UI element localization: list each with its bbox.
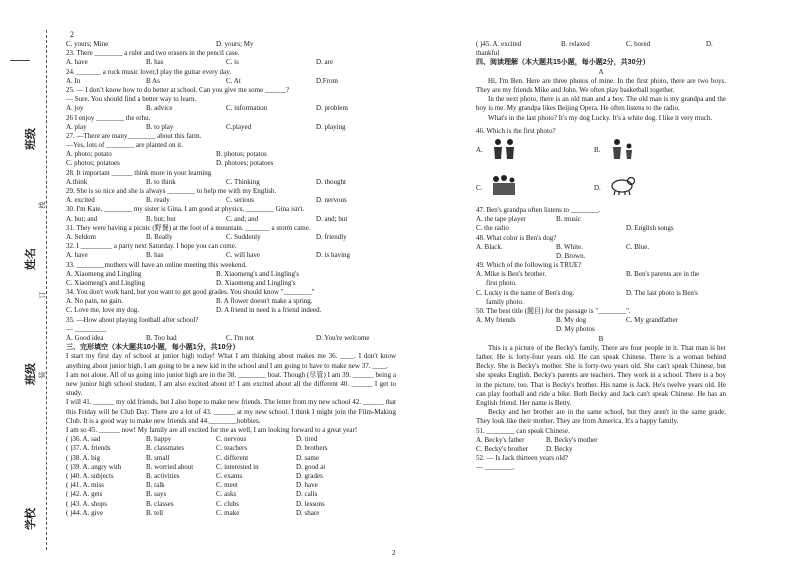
name-label: 姓名 bbox=[25, 248, 37, 270]
option: B. A flower doesn't make a spring. bbox=[216, 297, 313, 306]
option: B. to think bbox=[146, 177, 176, 186]
q45-c: C. bored bbox=[626, 40, 651, 48]
option: C. information bbox=[226, 104, 268, 113]
option: C. nervous bbox=[216, 435, 247, 444]
question-line: 34. You don't work hard, but you want to get good grades. You should know "________" bbox=[66, 288, 315, 297]
photo-options bbox=[476, 136, 726, 206]
class-label-2: 班级 bbox=[25, 363, 37, 385]
option: B. happy bbox=[146, 435, 172, 444]
question-47: 47. Ben's grandpa often listens to ________. bbox=[476, 205, 601, 214]
blank-line bbox=[10, 60, 30, 61]
option: ( )42. A. gets bbox=[66, 490, 103, 499]
option: C. Thinking bbox=[226, 177, 260, 186]
option: ( )43. A. shops bbox=[66, 499, 108, 508]
option: B. activities bbox=[146, 471, 180, 480]
question-line: — _________ bbox=[66, 324, 107, 333]
options-row bbox=[66, 270, 396, 279]
question-45 bbox=[476, 40, 726, 49]
option: ( )44. A. give bbox=[66, 508, 104, 517]
option: B. talk bbox=[146, 481, 165, 490]
option: B. Ben's parents are in the bbox=[626, 270, 700, 279]
option: D. brothers bbox=[296, 444, 328, 453]
option: B. to play bbox=[146, 122, 174, 131]
passage-paragraph: I am so 45. ______ now! My family are all excited for me as well, I am looking forward to a great year! bbox=[66, 426, 358, 434]
question-line: 23. There ________ a ruler and two erasers in the pencil case. bbox=[66, 49, 240, 58]
option: D. thought bbox=[316, 177, 346, 186]
option: family photo. bbox=[486, 297, 524, 306]
option: ( )40. A. subjects bbox=[66, 471, 114, 480]
question-line: —Yes, lots of ________ are planted on it. bbox=[66, 141, 183, 150]
option: B. says bbox=[146, 490, 167, 499]
q49-option-row bbox=[476, 279, 726, 288]
question-48: 48. What color is Ben's dog? bbox=[476, 233, 557, 242]
option: D. good at bbox=[296, 462, 326, 471]
q45-a: ( )45. A. excited bbox=[476, 40, 522, 48]
question-line: 29. She is so nice and she is always ________ to help me with my English. bbox=[66, 187, 277, 195]
question-line: 27. —There are many________ about this farm. bbox=[66, 131, 202, 140]
options-row bbox=[66, 40, 396, 49]
option: B. classmates bbox=[146, 444, 185, 453]
cloze-options bbox=[66, 435, 396, 518]
q50-options: A. My friends B. My dog C. My grandfather bbox=[476, 316, 678, 325]
option: C. Lucky is the name of Ben's dog. bbox=[476, 288, 575, 297]
cloze-section-title: 三、完形填空（本大题共10小题，每小题1分，共10分） bbox=[66, 344, 240, 352]
option: B. has bbox=[146, 251, 164, 260]
option: D. The last photo is Ben's bbox=[626, 288, 698, 297]
two-boys-icon bbox=[490, 138, 518, 160]
q49-option-row bbox=[476, 289, 726, 298]
option: D. have bbox=[296, 481, 318, 490]
option: C. exams bbox=[216, 471, 243, 480]
passage-paragraph: This is a picture of the Becky's family. There are four people in it. That man is her father. He is forty-four years old. He can speak Chinese. There is a woman behind Becky. She is Becky's mother. She is forty-two years old. She can't speak Chinese, but she speaks English. Becky's parents are teachers. They work in a school. There is a boy in the picture, too. That is Becky's brother. His name is Jack. He's twelve years old. He can play football and ride a bike. Both Becky and Jack can't speak Chinese. He has an English friend. Her name is Betty. bbox=[476, 343, 726, 407]
option: B. Xiaomeng's and Lingling's bbox=[216, 269, 300, 278]
option: B. advice bbox=[146, 104, 173, 113]
option-c-picture: C. bbox=[476, 184, 482, 193]
footer-page-number: 2 bbox=[392, 549, 396, 557]
option: C. At bbox=[226, 76, 241, 85]
page-number: 2 bbox=[70, 30, 74, 39]
option: D. Xiaomeng and Lingling's bbox=[216, 278, 296, 287]
option: B. but; but bbox=[146, 214, 176, 223]
option: C. make bbox=[216, 508, 240, 517]
option: D. grades bbox=[296, 471, 323, 480]
options-row bbox=[66, 215, 396, 224]
passage-paragraph: I will 41. ______ my old friends, but I also hope to make new friends. The letter from my new school 42. ______ that this Friday will be Club Day. There are a lot of 43. ______ at my new school. I think I might join the Film-Making Club. It is a good way to make new friends and 44.________hobbies. bbox=[66, 398, 396, 425]
cloze-option-row bbox=[66, 435, 396, 444]
option: D. tired bbox=[296, 435, 318, 444]
option: C. I'm not bbox=[226, 334, 254, 342]
option: ( )36. A. sad bbox=[66, 435, 101, 444]
passage-b bbox=[476, 344, 726, 427]
option: A. but; and bbox=[66, 214, 98, 223]
option: C. clubs bbox=[216, 499, 239, 508]
option: A.think bbox=[66, 177, 88, 186]
option: ( )39. A. angry with bbox=[66, 462, 122, 471]
option-a-picture: A. bbox=[476, 146, 483, 155]
q52-answer-blank: — ________. bbox=[476, 463, 515, 472]
q45-d: D. bbox=[706, 40, 713, 48]
passage-paragraph: In the next photo, there is an old man and a boy. The old man is my grandpa and the boy is me. My grandpa likes Beijing Opera. He often listens to the radio. bbox=[476, 95, 726, 113]
school-label: 学校 bbox=[25, 508, 37, 530]
question-line: 30. I'm Kate, ________ my sister is Gina. I am good at physics, ________ Gina isn't. bbox=[66, 205, 305, 214]
option: A. joy bbox=[66, 104, 84, 113]
question-51: 51. ________ can speak Chinese. bbox=[476, 426, 570, 435]
option: A. have bbox=[66, 251, 88, 260]
cloze-option-row bbox=[66, 500, 396, 509]
q45-continued: thankful bbox=[476, 49, 500, 58]
option: D. nervous bbox=[316, 196, 347, 205]
option: D. friendly bbox=[316, 232, 347, 241]
option: C. Suddenly bbox=[226, 232, 261, 241]
question-line: 31. They were having a picnic (野餐) at the foot of a mountain. _______ a storm came. bbox=[66, 223, 311, 232]
option: first photo. bbox=[486, 279, 517, 288]
q49-options bbox=[476, 270, 726, 307]
option: D. is having bbox=[316, 251, 351, 260]
option: C. Xiaomeng's and Lingling bbox=[66, 278, 146, 287]
passage-paragraph: Becky and her brother are in the same school, but they aren't in the same grade. They look like their mother. They are from America. It's a happy family. bbox=[476, 408, 726, 426]
options-row bbox=[66, 150, 396, 159]
q47-options-row-2: C. the radio D. English songs bbox=[476, 224, 674, 233]
q48-option-d: D. Brown. bbox=[556, 251, 586, 260]
line-mark: 线 bbox=[38, 201, 47, 209]
question-line: — Sure. You should find a better way to learn. bbox=[66, 95, 197, 104]
option-d-picture: D. bbox=[594, 184, 601, 193]
option: D. calls bbox=[296, 490, 318, 499]
question-line: 26 I enjoy ________ the erhu. bbox=[66, 113, 151, 122]
passage-paragraph: Hi, I'm Ben. Here are three photos of mine. In the first photo, there are two boys. They are my friends Mike and John. We often play basketball together. bbox=[476, 76, 726, 94]
question-46: 46. Which is the first photo? bbox=[476, 126, 556, 135]
option: D. share bbox=[296, 508, 320, 517]
option: B. ready bbox=[146, 196, 170, 205]
options-row bbox=[66, 306, 396, 315]
q47-options-row-1: A. the tape player B. music bbox=[476, 215, 581, 224]
option: D. lessons bbox=[296, 499, 325, 508]
option: ( )38. A. big bbox=[66, 453, 101, 462]
question-50: 50. The best title (题目) for the passage is "________". bbox=[476, 307, 631, 316]
question-line: 28. It important ______ think more in your learning bbox=[66, 168, 212, 177]
option: D. playing bbox=[316, 122, 346, 131]
option: D. You're welcome bbox=[316, 334, 370, 342]
option: D.From bbox=[316, 76, 338, 85]
cloze-option-row bbox=[66, 509, 396, 518]
option: A. excited bbox=[66, 196, 95, 205]
option: A. have bbox=[66, 58, 88, 67]
options-row bbox=[66, 159, 396, 168]
q49-option-row bbox=[476, 298, 726, 307]
options-row bbox=[66, 178, 396, 187]
option: B. Too bad bbox=[146, 334, 177, 342]
option: ( )41. A. miss bbox=[66, 481, 104, 490]
option: C. meet bbox=[216, 481, 238, 490]
option: D. and; but bbox=[316, 214, 348, 223]
passage-paragraph: What's in the last photo? It's my dog Lucky. It's a white dog. I like it very much. bbox=[488, 113, 713, 122]
q51-options-row-2: C. Becky's brother D. Becky bbox=[476, 444, 573, 453]
question-line: 24. _______ a rock music lover,I play the guitar every day. bbox=[66, 67, 232, 76]
questions-23-35 bbox=[66, 40, 396, 343]
q45-b: B. relaxed bbox=[561, 40, 590, 48]
passage-paragraph: I am not alone. All of us going into junior high are in the 38. ________ boat. Though (尽管) I am 39. ______ being a new junior high school student, I am also excited about it! I am excited about all the different 40. ______ I get to study. bbox=[66, 370, 396, 398]
options-row bbox=[66, 233, 396, 242]
q49-option-row bbox=[476, 270, 726, 279]
option: B. Really bbox=[146, 232, 173, 241]
passage-a bbox=[476, 77, 726, 123]
option: C. asks bbox=[216, 490, 237, 499]
staple-mark: 装 bbox=[38, 371, 47, 379]
option: B. tell bbox=[146, 508, 164, 517]
option: A. Good idea bbox=[66, 334, 104, 342]
option: B As bbox=[146, 76, 160, 85]
option: C. different bbox=[216, 453, 249, 462]
option: A. Mike is Ben's brother. bbox=[476, 270, 547, 279]
question-line: 32. I _________ a party next Saturday. I hope you can come. bbox=[66, 242, 237, 251]
options-row bbox=[66, 196, 396, 205]
left-column bbox=[66, 40, 396, 518]
option: D. A friend in need is a friend indeed. bbox=[216, 306, 322, 315]
cloze-option-row bbox=[66, 454, 396, 463]
option: D. photoes; potatoes bbox=[216, 159, 274, 168]
options-row bbox=[66, 77, 396, 86]
option: A. Seldom bbox=[66, 232, 96, 241]
options-row bbox=[66, 58, 396, 67]
reading-section-title: 四、阅读理解（本大题共15小题，每小题2分，共30分） bbox=[476, 59, 650, 67]
option: C. teachers bbox=[216, 444, 248, 453]
options-row bbox=[66, 279, 396, 288]
q48-options: A. Black. B. White. C. Blue. bbox=[476, 242, 650, 251]
option: C. Love me, love my dog. bbox=[66, 306, 140, 315]
option: A. photo; potato bbox=[66, 150, 112, 159]
cloze-passage bbox=[66, 352, 396, 435]
q51-options-row-1: A. Becky's father B. Becky's mother bbox=[476, 435, 598, 444]
option-b-picture: B. bbox=[594, 146, 600, 155]
question-52: 52. — Is Jack thirteen years old? bbox=[476, 454, 568, 463]
cloze-option-row bbox=[66, 444, 396, 453]
option: B. small bbox=[146, 453, 170, 462]
options-row bbox=[66, 104, 396, 113]
option: C. interested in bbox=[216, 462, 259, 471]
cloze-option-row bbox=[66, 481, 396, 490]
option: B. photos; potatos bbox=[216, 150, 267, 159]
cloze-option-row bbox=[66, 472, 396, 481]
passage-b-label: B bbox=[598, 334, 604, 343]
option: C. serious bbox=[226, 196, 254, 205]
class-label: 班级 bbox=[25, 128, 37, 150]
option: C. and; and bbox=[226, 214, 259, 223]
options-row bbox=[66, 297, 396, 306]
question-line: 35. —How about playing football after school? bbox=[66, 315, 199, 324]
option: D. are bbox=[316, 58, 334, 67]
question-49: 49. Which of the following is TRUE? bbox=[476, 261, 582, 270]
cloze-option-row bbox=[66, 490, 396, 499]
binding-margin bbox=[0, 0, 58, 561]
right-column bbox=[476, 40, 726, 473]
q50-option-d: D. My photos bbox=[556, 325, 595, 334]
options-row bbox=[66, 334, 396, 343]
option: A. Xiaomeng and Lingling bbox=[66, 269, 142, 278]
cloze-option-row bbox=[66, 463, 396, 472]
option: A. In bbox=[66, 76, 81, 85]
option: ( )37. A. friends bbox=[66, 444, 111, 453]
option: D. yours; My bbox=[216, 40, 254, 48]
dog-icon bbox=[608, 174, 636, 196]
binding-line bbox=[46, 30, 47, 550]
passage-paragraph: I start my first day of school at junior high today! What I am thinking about makes me 36. ____. I don't know anything about junior high. I am going to be a new kid in the school and I am going to have to make new 37. ____. bbox=[66, 352, 396, 370]
option: C. will have bbox=[226, 251, 261, 260]
option: C.played bbox=[226, 122, 252, 131]
option: A. No pain, no gain. bbox=[66, 297, 123, 306]
family-icon bbox=[490, 174, 518, 196]
bind-mark: 订 bbox=[38, 291, 47, 299]
question-line: 33. ________mothers will have an online meeting this weekend. bbox=[66, 260, 247, 269]
old-man-and-boy-icon bbox=[608, 138, 636, 160]
option: A. play bbox=[66, 122, 87, 131]
option: C. is bbox=[226, 58, 239, 67]
option: B. worried about bbox=[146, 462, 194, 471]
question-line: 25. — I don’t know how to do better at school. Can you give me some ______? bbox=[66, 85, 290, 94]
option: C. yours; Mine bbox=[66, 40, 109, 48]
options-row bbox=[66, 251, 396, 260]
passage-a-label: A bbox=[598, 67, 604, 76]
option: D. same bbox=[296, 453, 319, 462]
options-row bbox=[66, 123, 396, 132]
option: B. has bbox=[146, 58, 164, 67]
option: B. classes bbox=[146, 499, 174, 508]
option: D. problem bbox=[316, 104, 348, 113]
option: C. photos; potatoes bbox=[66, 159, 120, 168]
